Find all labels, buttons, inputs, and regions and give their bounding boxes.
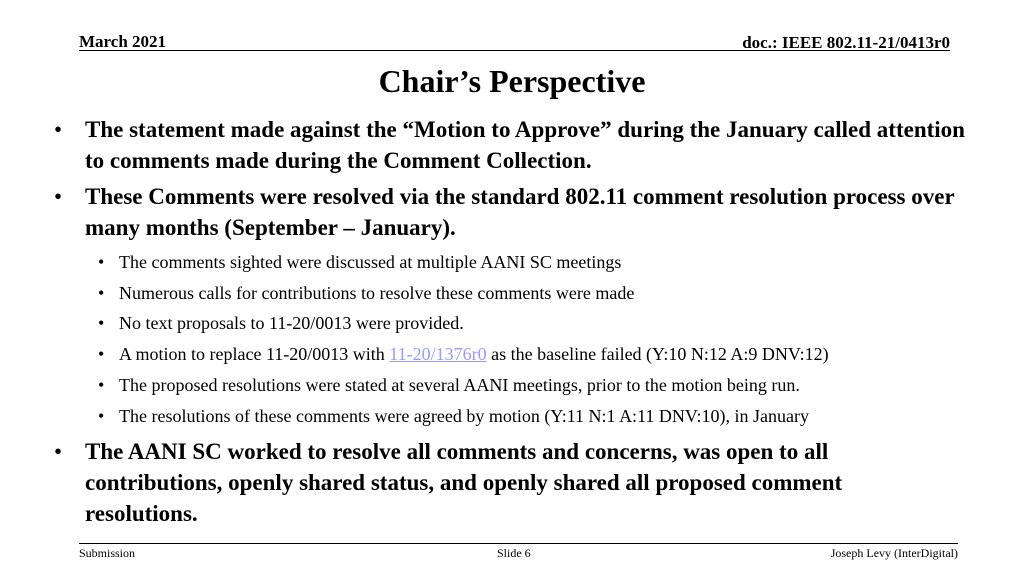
bullet-3-text: The AANI SC worked to resolve all comments and concerns, was open to all contributions, openly shared status, and openly shared all proposed comment resolutions. — [85, 439, 843, 526]
header-doc-id: doc.: IEEE 802.11-21/0413r0 — [742, 33, 950, 52]
sub-bullet-5-text: The proposed resolutions were stated at several AANI meetings, prior to the motion being run. — [119, 375, 800, 395]
bullet-marker: • — [54, 439, 63, 464]
sub-bullet-marker: • — [98, 313, 105, 333]
sub-bullet-marker: • — [98, 252, 105, 272]
sub-bullet-6 — [98, 405, 999, 427]
footer-submission: Submission — [79, 546, 136, 560]
bullet-2 — [54, 181, 975, 243]
bullet-2-text: These Comments were resolved via the standard 802.11 comment resolution process over many months (September – January). — [85, 184, 955, 240]
bullet-1 — [54, 114, 975, 176]
sub-bullet-5 — [98, 374, 999, 396]
sub-bullet-marker: • — [98, 344, 105, 364]
sub-bullet-2 — [98, 282, 999, 304]
footer-author: Joseph Levy (InterDigital) — [830, 546, 958, 560]
sub-bullet-4 — [98, 343, 999, 365]
document-link[interactable]: 11-20/1376r0 — [389, 344, 487, 364]
bullet-3 — [54, 436, 945, 529]
header-date: March 2021 — [79, 32, 167, 51]
sub-bullet-3 — [98, 312, 999, 334]
sub-bullet-6-text: The resolutions of these comments were agreed by motion (Y:11 N:1 A:11 DNV:10), in January — [119, 406, 810, 426]
sub-bullet-marker: • — [98, 406, 105, 426]
sub-bullet-4-text-before: A motion to replace 11-20/0013 with — [119, 344, 390, 364]
sub-bullet-1 — [98, 251, 999, 273]
footer-rule — [79, 543, 958, 544]
header-rule — [79, 50, 950, 51]
sub-bullet-marker: • — [98, 283, 105, 303]
slide-title: Chair’s Perspective — [378, 63, 646, 99]
sub-bullet-marker: • — [98, 375, 105, 395]
sub-bullet-4-text-after: as the baseline failed (Y:10 N:12 A:9 DNV:12) — [486, 344, 829, 364]
sub-bullet-3-text: No text proposals to 11-20/0013 were provided. — [119, 313, 464, 333]
bullet-1-text: The statement made against the “Motion to Approve” during the January called attention to comments made during the Comment Collection. — [85, 117, 965, 173]
footer-slide-number: Slide 6 — [497, 546, 531, 560]
bullet-marker: • — [54, 117, 63, 142]
sub-bullet-2-text: Numerous calls for contributions to resolve these comments were made — [119, 283, 635, 303]
bullet-marker: • — [54, 184, 63, 209]
sub-bullet-1-text: The comments sighted were discussed at multiple AANI SC meetings — [119, 252, 622, 272]
